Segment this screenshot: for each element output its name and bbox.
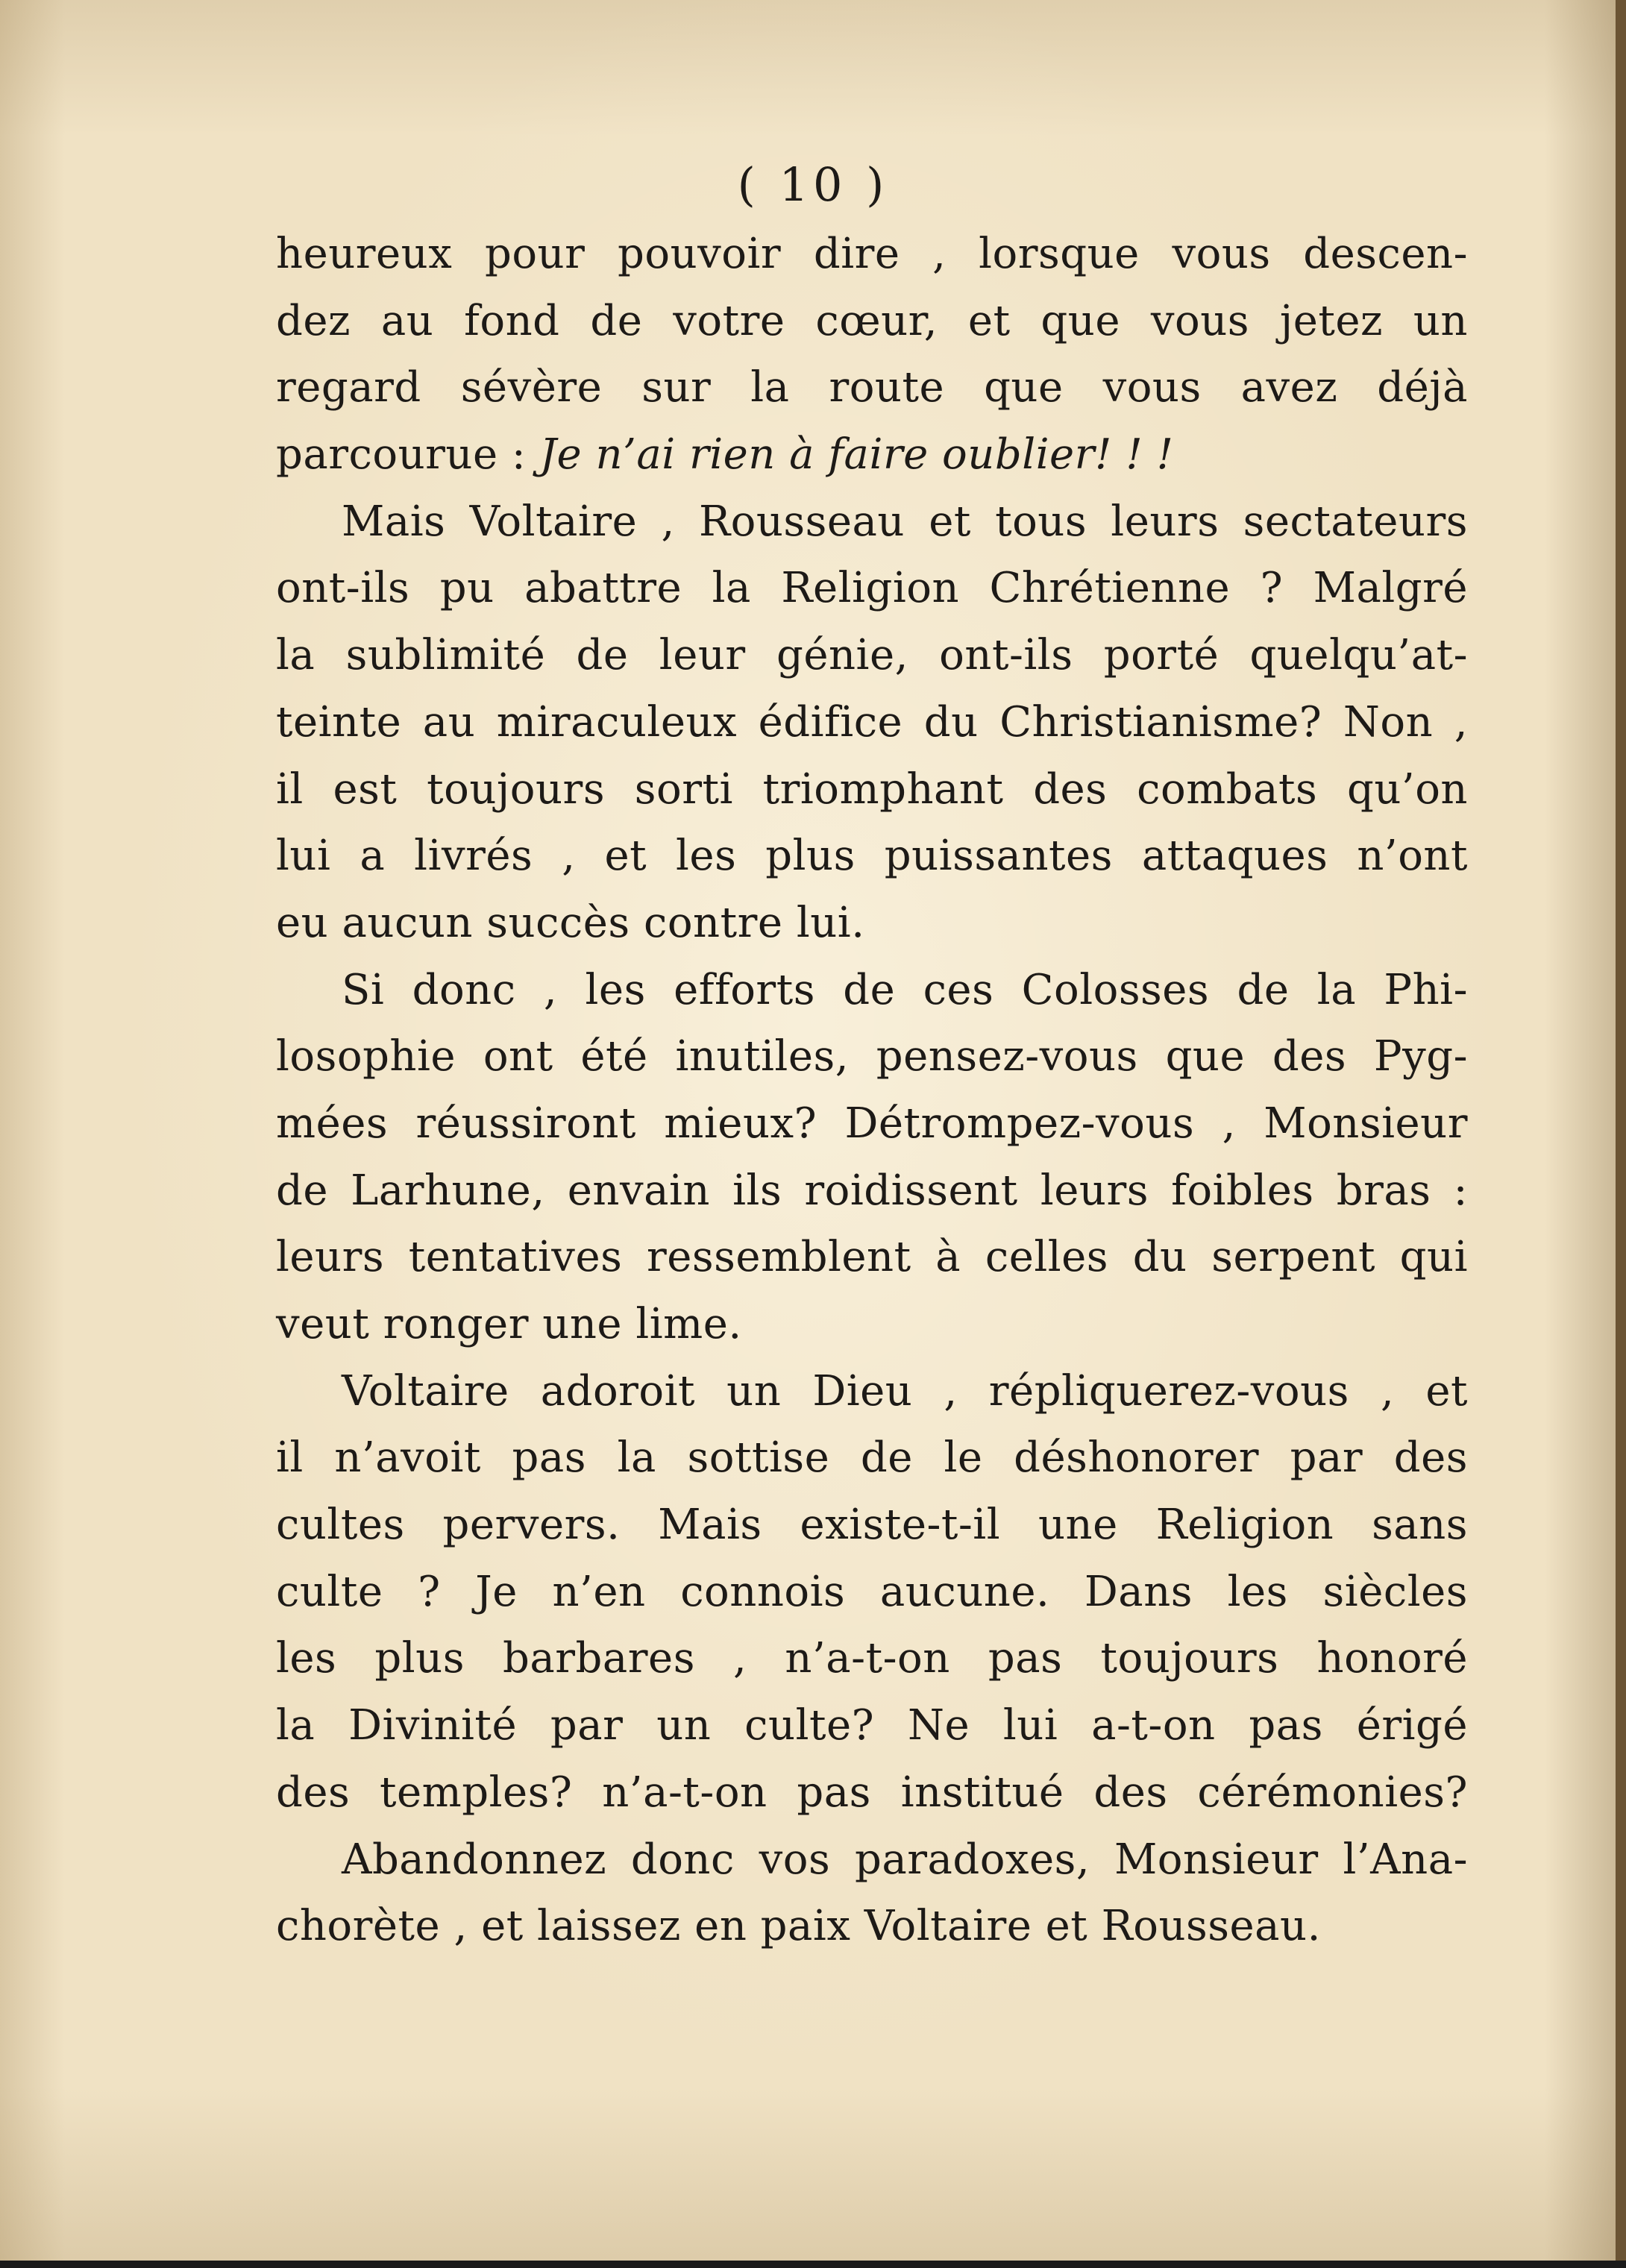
text-line-content: ont-ils pu abattre la Religion Chrétienne ? Malgré xyxy=(276,564,1468,613)
text-line-content: heureux pour pouvoir dire , lorsque vous descen- xyxy=(276,230,1468,278)
text-line-content: la sublimité de leur génie, ont-ils porté quelqu’at- xyxy=(276,631,1468,680)
text-line-content: veut ronger une lime. xyxy=(276,1300,742,1348)
text-line-content: losophie ont été inutiles, pensez-vous que des Pyg- xyxy=(276,1032,1468,1081)
text-line-content: parcourue : xyxy=(276,430,540,480)
text-line-content: cultes pervers. Mais existe-t-il une Religion sans xyxy=(276,1501,1468,1550)
text-line xyxy=(276,221,1468,288)
text-line-content: mées réussiront mieux? Détrompez-vous , Monsieur xyxy=(276,1099,1468,1148)
text-line xyxy=(276,1224,1468,1291)
text-line-content: culte ? Je n’en connois aucune. Dans les siècles xyxy=(276,1567,1468,1616)
page-edge-bottom xyxy=(0,2261,1626,2268)
page-number: ( 10 ) xyxy=(737,157,889,212)
text-line xyxy=(276,555,1468,622)
italic-quote: Je n’ai rien à faire oublier! ! ! xyxy=(539,430,1174,480)
text-line xyxy=(276,1023,1468,1090)
text-line xyxy=(276,890,1468,957)
text-line-content: dez au fond de votre cœur, et que vous jetez un xyxy=(276,296,1468,345)
text-line xyxy=(276,354,1468,421)
text-line xyxy=(276,1692,1468,1759)
text-line xyxy=(276,1559,1468,1626)
text-line xyxy=(276,1358,1468,1425)
text-line xyxy=(276,1090,1468,1157)
text-line xyxy=(276,1424,1468,1492)
text-line-content: teinte au miraculeux édifice du Christianisme? Non , xyxy=(276,697,1468,747)
text-line xyxy=(276,1157,1468,1225)
text-line xyxy=(276,823,1468,890)
text-line xyxy=(276,1492,1468,1559)
text-line-content: de Larhune, envain ils roidissent leurs foibles bras : xyxy=(276,1166,1468,1215)
text-line-content: il est toujours sorti triomphant des combats qu’on xyxy=(276,764,1468,814)
text-line xyxy=(276,957,1468,1024)
text-line xyxy=(276,1291,1468,1358)
text-line-content: Si donc , les efforts de ces Colosses de la Phi- xyxy=(342,965,1468,1014)
text-line-content: la Divinité par un culte? Ne lui a-t-on pas érigé xyxy=(276,1701,1468,1750)
text-line-content: Voltaire adoroit un Dieu , répliquerez-vous , et xyxy=(342,1366,1468,1416)
text-line xyxy=(276,421,1468,489)
text-line xyxy=(276,622,1468,689)
text-line-content: eu aucun succès contre lui. xyxy=(276,898,865,947)
body-text xyxy=(276,221,1468,1960)
text-line xyxy=(276,1759,1468,1826)
text-line xyxy=(276,756,1468,823)
text-line-content: les plus barbares , n’a-t-on pas toujours honoré xyxy=(276,1634,1468,1683)
text-line xyxy=(276,1826,1468,1894)
text-line xyxy=(276,1625,1468,1692)
page-edge-right xyxy=(1616,0,1626,2268)
text-line xyxy=(276,288,1468,355)
text-line-content: Mais Voltaire , Rousseau et tous leurs sectateurs xyxy=(342,497,1468,546)
text-line xyxy=(276,689,1468,756)
text-line xyxy=(276,1893,1468,1960)
text-line-content: regard sévère sur la route que vous avez déjà xyxy=(276,363,1468,412)
text-line-content: des temples? n’a-t-on pas institué des cérémonies? xyxy=(276,1768,1468,1817)
text-line-content: lui a livrés , et les plus puissantes attaques n’ont xyxy=(276,832,1468,881)
text-line-content: il n’avoit pas la sottise de le déshonorer par des xyxy=(276,1433,1468,1483)
text-line-content: chorète , et laissez en paix Voltaire et Rousseau. xyxy=(276,1902,1321,1951)
text-line xyxy=(276,489,1468,556)
text-line-content: leurs tentatives ressemblent à celles du serpent qui xyxy=(276,1233,1468,1282)
text-line-content: Abandonnez donc vos paradoxes, Monsieur l’Ana- xyxy=(342,1835,1468,1884)
